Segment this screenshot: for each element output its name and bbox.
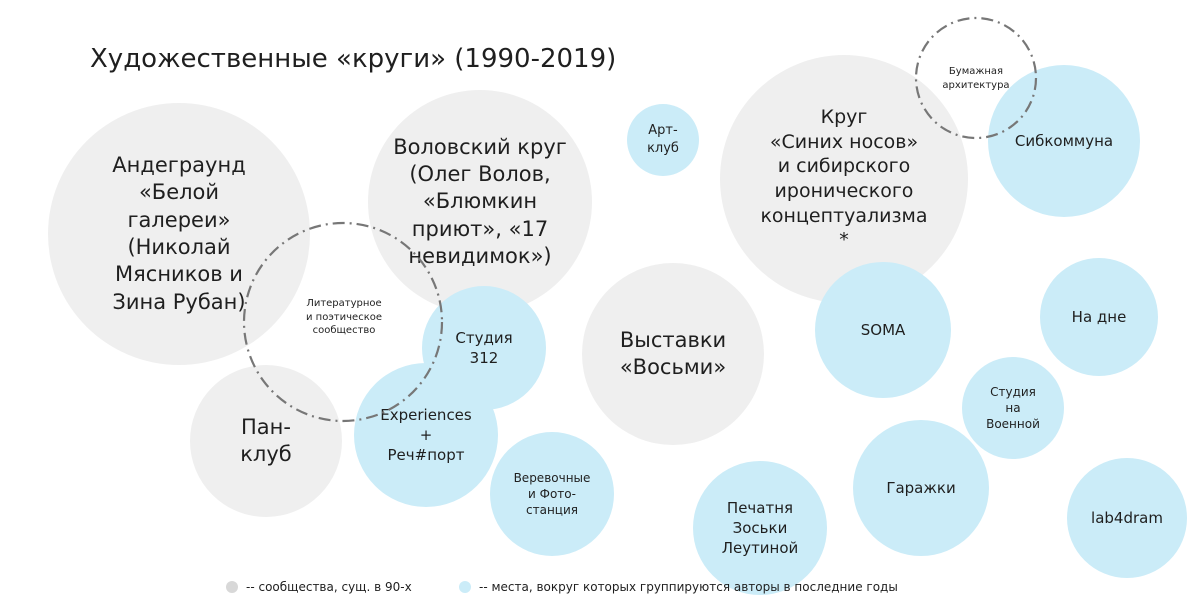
- circle-studiya-voennoy: Студия на Военной: [962, 357, 1064, 459]
- circle-sinie-nosy: Круг «Синих носов» и сибирского иронического концептуализма *: [720, 55, 968, 303]
- circle-garazhki: Гаражки: [853, 420, 989, 556]
- circle-underground: Андеграунд «Белой галереи» (Николай Мясников и Зина Рубан): [48, 103, 310, 365]
- diagram-title: Художественные «круги» (1990-2019): [90, 44, 617, 74]
- circle-pan-klub: Пан- клуб: [190, 365, 342, 517]
- group-label-paper-architecture: Бумажная архитектура: [942, 66, 1010, 91]
- circle-verevochnye: Веревочные и Фото- станция: [490, 432, 614, 556]
- legend-place: [459, 578, 898, 596]
- circle-lab4dram: lab4dram: [1067, 458, 1187, 578]
- circle-vosmi: Выставки «Восьми»: [582, 263, 764, 445]
- circle-soma: SOMA: [815, 262, 951, 398]
- circle-experiences: Experiences + Реч#порт: [354, 363, 498, 507]
- circle-pechatnya: Печатня Зоськи Леутиной: [693, 461, 827, 595]
- legend-grey-dot-icon: [226, 581, 238, 593]
- legend-blue-dot-icon: [459, 581, 471, 593]
- circle-art-klub: Арт- клуб: [627, 104, 699, 176]
- legend-place-label: -- места, вокруг которых группируются авторы в последние годы: [479, 580, 898, 594]
- group-label-literary: Литературное и поэтическое сообщество: [305, 298, 382, 336]
- legend-community-label: -- сообщества, сущ. в 90-х: [246, 580, 412, 594]
- circle-na-dne: На дне: [1040, 258, 1158, 376]
- legend-community: [226, 578, 412, 596]
- circle-sibkommuna: Сибкоммуна: [988, 65, 1140, 217]
- circle-studiya-312: Студия 312: [422, 286, 546, 410]
- circle-volov: Воловский круг (Олег Волов, «Блюмкин приют», «17 невидимок»): [368, 90, 592, 314]
